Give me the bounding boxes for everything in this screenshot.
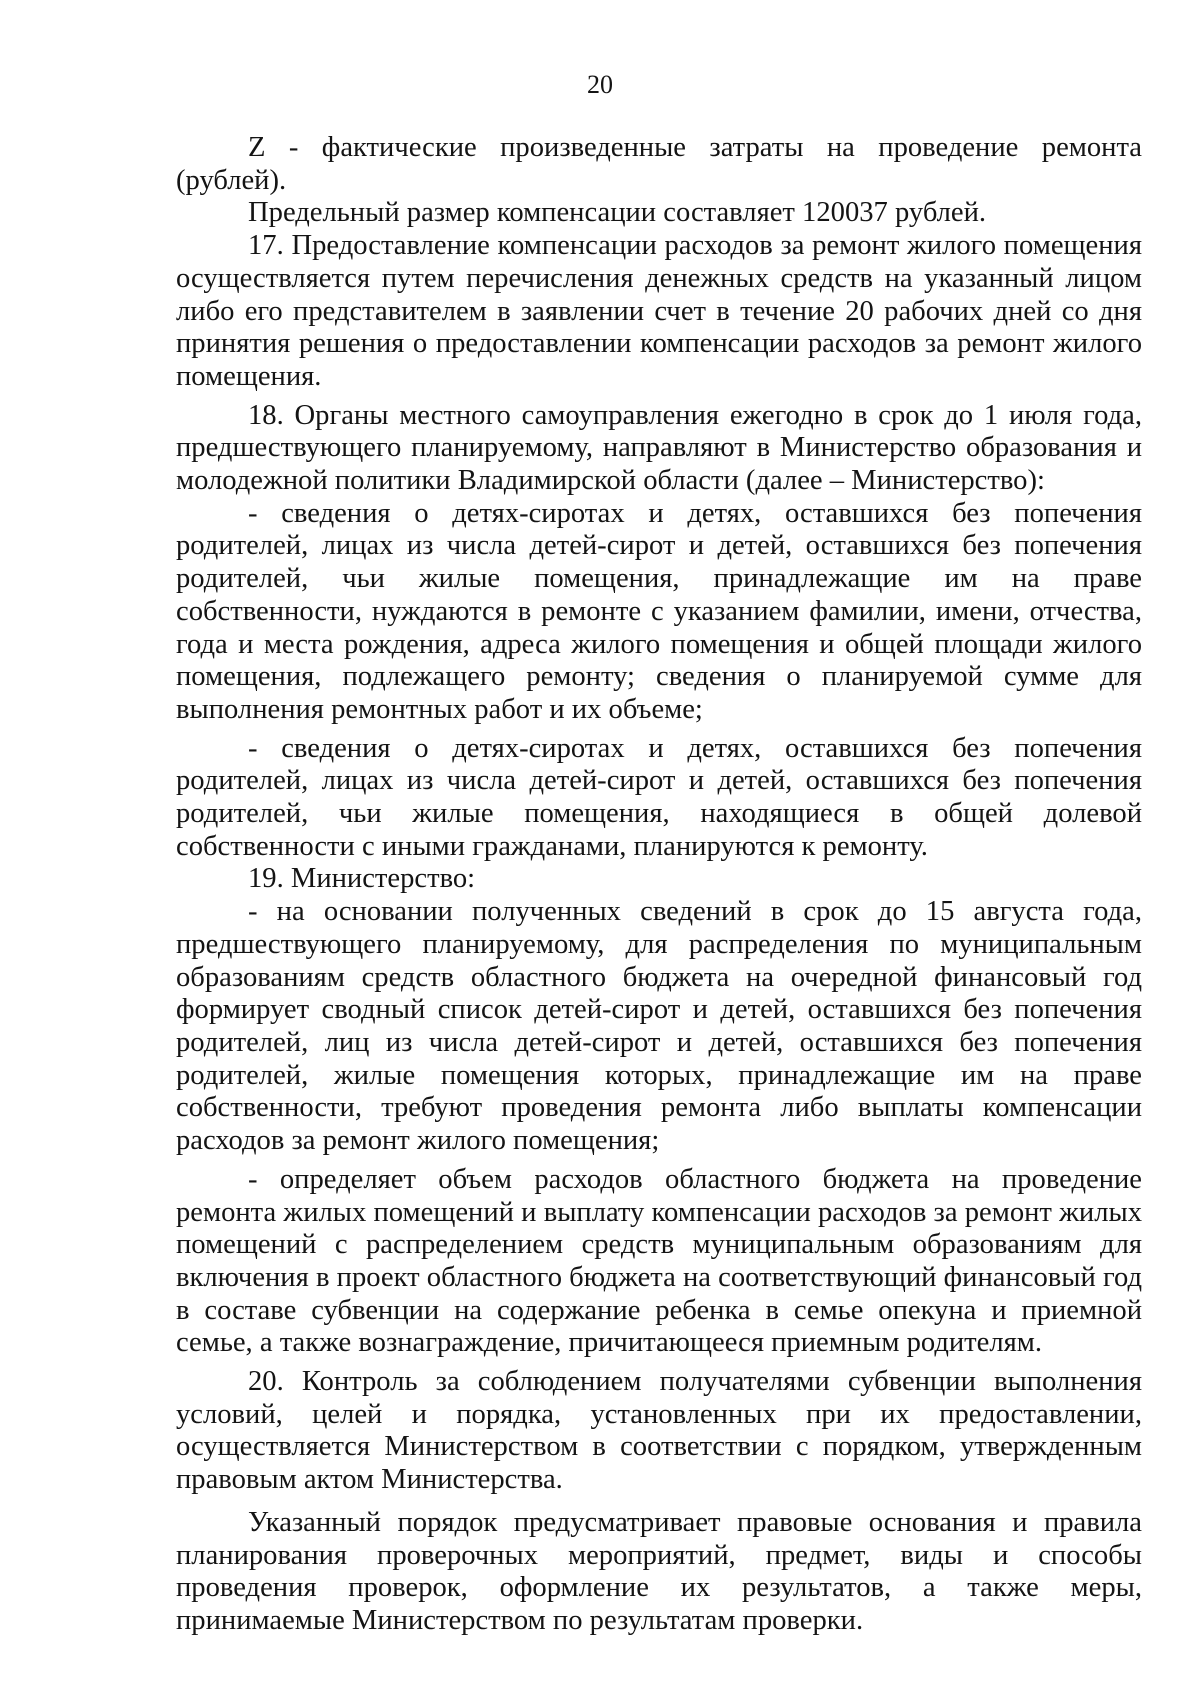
paragraph-z-definition: Z - фактические произведенные затраты на проведение ремонта (рублей). — [176, 132, 1142, 196]
paragraph-item-18-list-2: - сведения о детях-сиротах и детях, оставшихся без попечения родителей, лицах из числа детей-сирот и детей, оставшихся без попечения родителей, чьи жилые помещения, находящиеся в общей долевой собственности с иными гражданами, планируются к ремонту. — [176, 732, 1142, 862]
paragraph-item-19-list-2: - определяет объем расходов областного бюджета на проведение ремонта жилых помещений и выплату компенсации расходов за ремонт жилых помещений с распределением средств муниципальным образованиям для включения в проект областного бюджета на соответствующий финансовый год в составе субвенции на содержание ребенка в семье опекуна и приемной семье, а также вознаграждение, причитающееся приемным родителям. — [176, 1163, 1142, 1359]
paragraph-item-18-list-1: - сведения о детях-сиротах и детях, оставшихся без попечения родителей, лицах из числа детей-сирот и детей, оставшихся без попечения родителей, чьи жилые помещения, принадлежащие им на праве собственности, нуждаются в ремонте с указанием фамилии, имени, отчества, года и места рождения, адреса жилого помещения и общей площади жилого помещения, подлежащего ремонту; сведения о планируемой сумме для выполнения ремонтных работ и их объеме; — [176, 497, 1142, 725]
paragraph-compensation-limit: Предельный размер компенсации составляет 120037 рублей. — [248, 197, 987, 229]
paragraph-procedure-details: Указанный порядок предусматривает правовые основания и правила планирования проверочных мероприятий, предмет, виды и способы проведения проверок, оформление их результатов, а также меры, принимаемые Министерством по результатам проверки. — [176, 1506, 1142, 1636]
paragraph-item-18: 18. Органы местного самоуправления ежегодно в срок до 1 июля года, предшествующего планируемому, направляют в Министерство образования и молодежной политики Владимирской области (далее – Министерство): — [176, 399, 1142, 497]
page-number: 20 — [587, 70, 613, 99]
document-body — [176, 132, 1142, 1638]
paragraph-item-19: 19. Министерство: — [248, 863, 476, 895]
paragraph-item-20: 20. Контроль за соблюдением получателями субвенции выполнения условий, целей и порядка, установленных при их предоставлении, осуществляется Министерством в соответствии с порядком, утвержденным правовым актом Министерства. — [176, 1366, 1142, 1496]
paragraph-item-19-list-1: - на основании полученных сведений в срок до 15 августа года, предшествующего планируемому, для распределения по муниципальным образованиям средств областного бюджета на очередной финансовый год формирует сводный список детей-сирот и детей, оставшихся без попечения родителей, лиц из числа детей-сирот и детей, оставшихся без попечения родителей, жилые помещения которых, принадлежащие им на праве собственности, требуют проведения ремонта либо выплаты компенсации расходов за ремонт жилого помещения; — [176, 896, 1142, 1157]
paragraph-item-17: 17. Предоставление компенсации расходов за ремонт жилого помещения осуществляется путем перечисления денежных средств на указанный лицом либо его представителем в заявлении счет в течение 20 рабочих дней со дня принятия решения о предоставлении компенсации расходов за ремонт жилого помещения. — [176, 230, 1142, 392]
